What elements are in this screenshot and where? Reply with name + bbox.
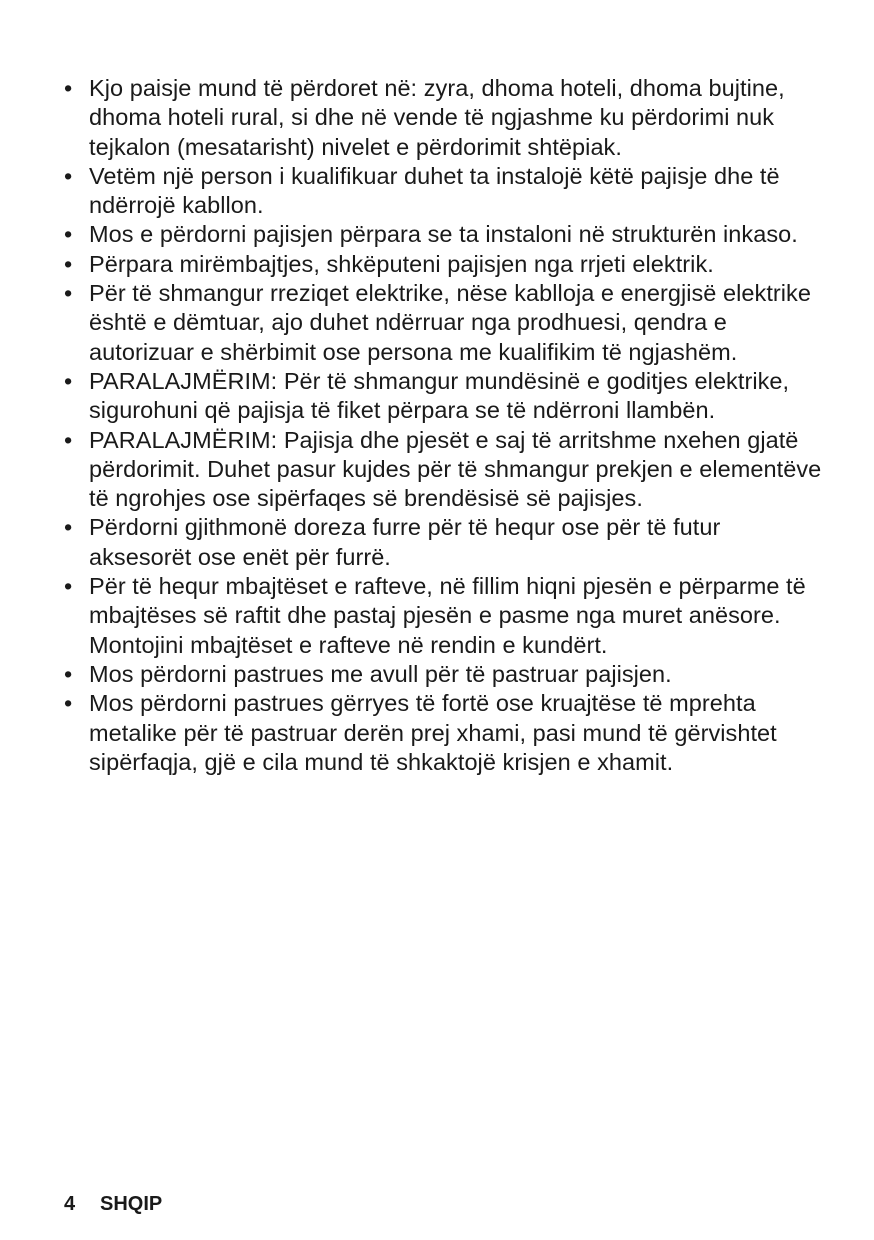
list-item-text: Mos përdorni pastrues me avull për të pastruar pajisjen. xyxy=(89,660,672,687)
list-item xyxy=(62,660,822,689)
list-item-text: PARALAJMËRIM: Për të shmangur mundësinë e goditjes elektrike, sigurohuni që pajisja të fiket përpara se të ndërroni llambën. xyxy=(89,367,790,424)
list-item xyxy=(62,513,822,572)
bullet-icon: • xyxy=(64,250,73,277)
list-item-text: Për të hequr mbajtëset e rafteve, në fillim hiqni pjesën e përparme të mbajtëses së raftit dhe pastaj pjesën e pasme nga muret anësore. Montojini mbajtëset e rafteve në rendin e kundërt. xyxy=(89,573,806,658)
page-number: 4 xyxy=(64,1193,76,1215)
section-label: SHQIP xyxy=(100,1193,163,1215)
list-item xyxy=(62,689,822,777)
list-item xyxy=(62,572,822,660)
list-item-text: Vetëm një person i kualifikuar duhet ta instalojë këtë pajisje dhe të ndërrojë kabllon. xyxy=(89,162,780,219)
bullet-icon: • xyxy=(64,426,73,453)
list-item xyxy=(62,426,822,514)
list-item xyxy=(62,250,822,279)
bullet-icon: • xyxy=(64,280,73,307)
list-item xyxy=(62,162,822,221)
bullet-list xyxy=(62,74,822,777)
list-item-text: Kjo paisje mund të përdoret në: zyra, dhoma hoteli, dhoma bujtine, dhoma hoteli rural, si dhe në vende të ngjashme ku përdorimi nuk tejkalon (mesatarisht) nivelet e përdorimit shtëpiak. xyxy=(89,75,785,160)
list-item xyxy=(62,367,822,426)
list-item-text: Përpara mirëmbajtjes, shkëputeni pajisjen nga rrjeti elektrik. xyxy=(89,250,714,277)
bullet-icon: • xyxy=(64,221,73,248)
page-footer xyxy=(64,1192,162,1216)
bullet-icon: • xyxy=(64,660,73,687)
list-item-text: Për të shmangur rreziqet elektrike, nëse kablloja e energjisë elektrike është e dëmtuar, ajo duhet ndërruar nga prodhuesi, qendra e autorizuar e shërbimit ose persona me kualifikim të ngjashëm. xyxy=(89,280,811,365)
list-item xyxy=(62,74,822,162)
bullet-icon: • xyxy=(64,514,73,541)
bullet-icon: • xyxy=(64,75,73,101)
bullet-icon: • xyxy=(64,162,73,189)
bullet-icon: • xyxy=(64,367,73,394)
safety-instructions xyxy=(62,74,822,777)
list-item-text: PARALAJMËRIM: Pajisja dhe pjesët e saj të arritshme nxehen gjatë përdorimit. Duhet pasur kujdes për të shmangur prekjen e elementëve të ngrohjes ose sipërfaqes së brendësisë së pajisjes. xyxy=(89,426,822,512)
list-item xyxy=(62,220,822,249)
list-item xyxy=(62,279,822,367)
bullet-icon: • xyxy=(64,573,73,600)
list-item-text: Mos përdorni pastrues gërryes të fortë ose kruajtëse të mprehta metalike për të pastruar derën prej xhami, pasi mund të gërvishtet sipërfaqja, gjë e cila mund të shkaktojë krisjen e xhamit. xyxy=(89,690,777,775)
list-item-text: Mos e përdorni pajisjen përpara se ta instaloni në strukturën inkaso. xyxy=(89,221,798,248)
list-item-text: Përdorni gjithmonë doreza furre për të hequr ose për të futur aksesorët ose enët për furrë. xyxy=(89,514,721,570)
bullet-icon: • xyxy=(64,690,73,717)
